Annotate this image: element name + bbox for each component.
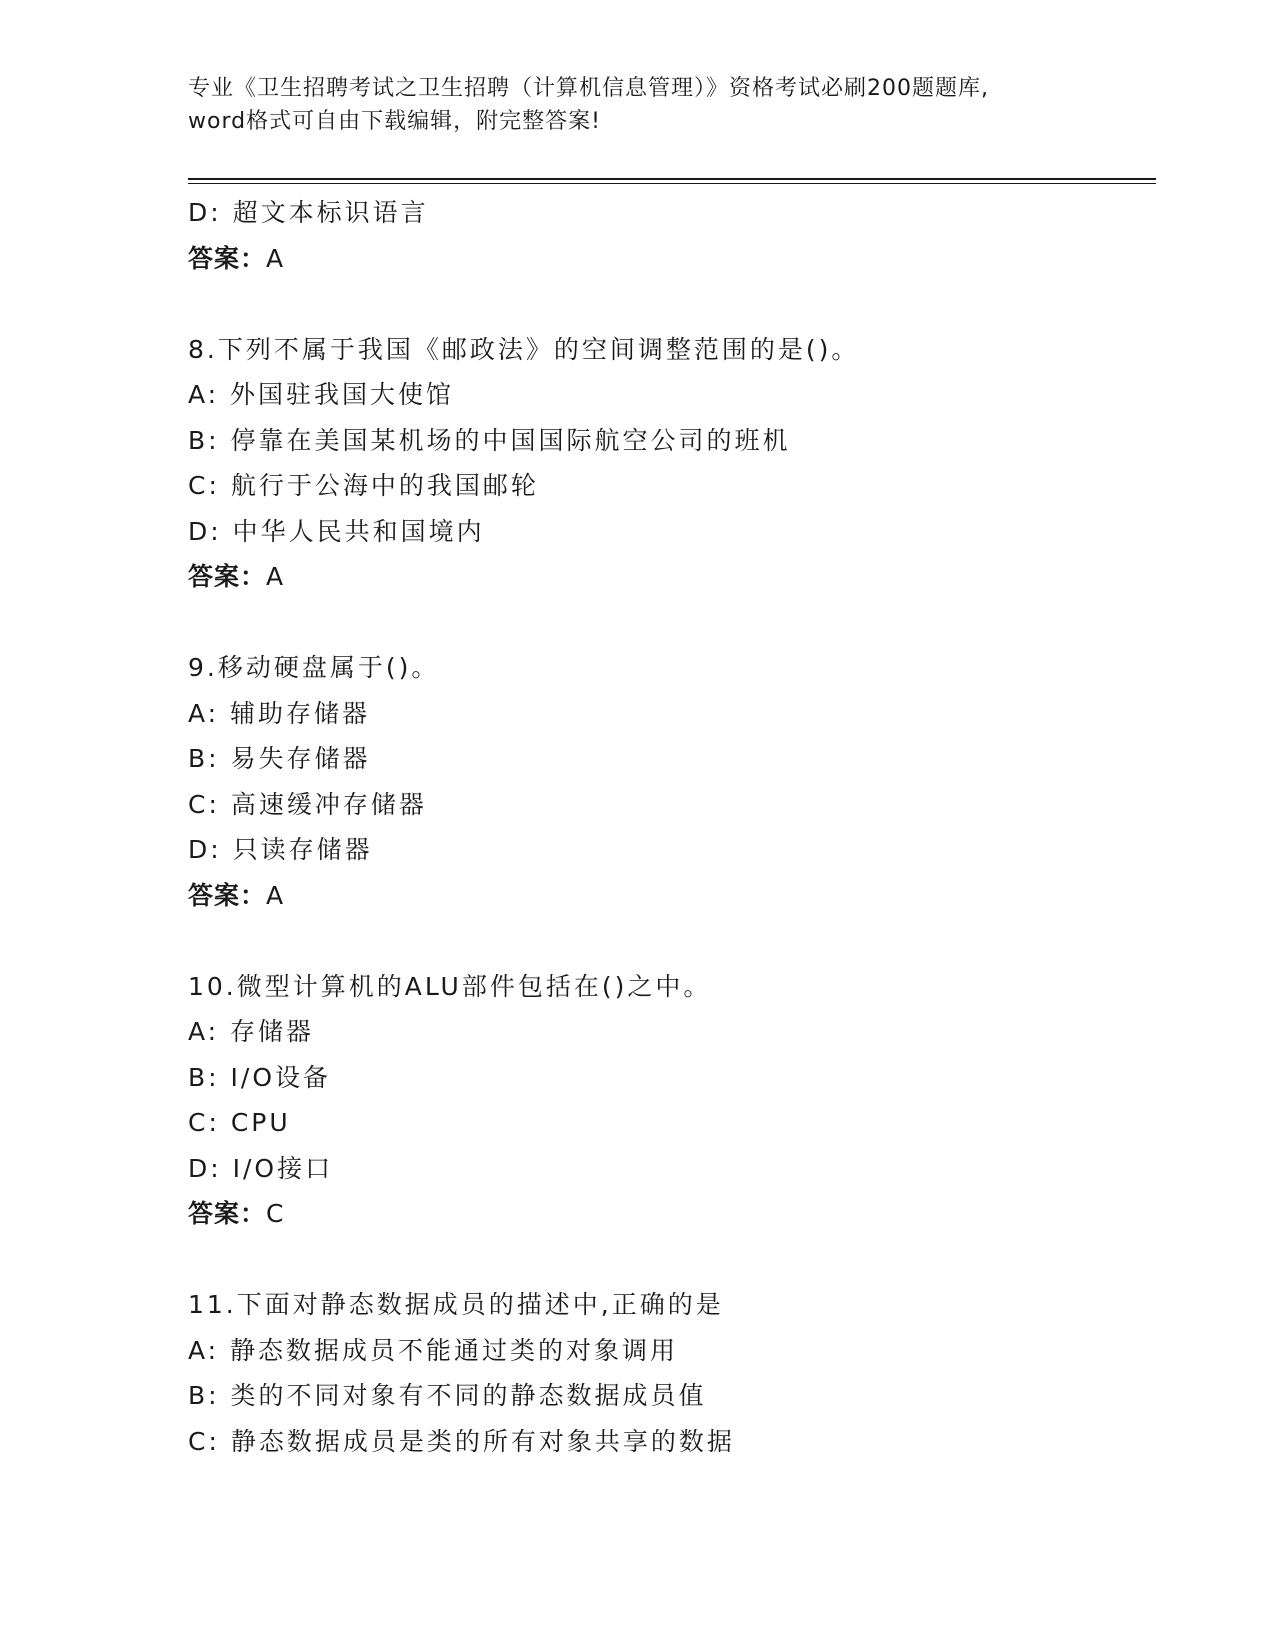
option-line: A: 静态数据成员不能通过类的对象调用 xyxy=(188,1335,679,1365)
question-stem: 10.微型计算机的ALU部件包括在()之中。 xyxy=(188,971,712,1001)
question-block-8 xyxy=(188,327,1156,600)
option-line: B: 类的不同对象有不同的静态数据成员值 xyxy=(188,1381,707,1410)
option-line: C: 航行于公海中的我国邮轮 xyxy=(188,471,539,500)
answer-line xyxy=(188,873,1156,919)
option-line: D: 只读存储器 xyxy=(188,835,373,864)
option-line: D: 中华人民共和国境内 xyxy=(188,516,485,546)
block-spacer xyxy=(188,918,1156,964)
question-block-10 xyxy=(188,964,1156,1237)
answer-value: A xyxy=(266,243,285,273)
answer-line xyxy=(188,554,1156,600)
answer-label: 答案： xyxy=(188,1199,267,1228)
option-line: C: CPU xyxy=(188,1108,291,1137)
question-content xyxy=(188,190,1156,1464)
option-line: A: 存储器 xyxy=(188,1017,315,1046)
option-line: A: 辅助存储器 xyxy=(188,698,371,728)
option-line: C: 高速缓冲存储器 xyxy=(188,789,427,819)
block-spacer xyxy=(188,600,1156,646)
answer-value: C xyxy=(266,1199,285,1228)
question-block-9 xyxy=(188,645,1156,918)
question-stem: 9.移动硬盘属于()。 xyxy=(188,653,440,682)
answer-line xyxy=(188,236,1156,282)
block-spacer xyxy=(188,1237,1156,1283)
option-line: D: 超文本标识语言 xyxy=(188,198,429,227)
question-stem: 11.下面对静态数据成员的描述中,正确的是 xyxy=(188,1290,724,1319)
option-line: B: I/O设备 xyxy=(188,1062,331,1092)
header-subtitle-line: word格式可自由下载编辑，附完整答案! xyxy=(188,109,601,134)
document-header xyxy=(188,72,1088,138)
answer-value: A xyxy=(266,880,285,910)
answer-value: A xyxy=(266,562,285,591)
block-spacer xyxy=(188,281,1156,327)
header-divider-thick xyxy=(188,178,1156,180)
option-line: C: 静态数据成员是类的所有对象共享的数据 xyxy=(188,1426,735,1456)
question-stem: 8.下列不属于我国《邮政法》的空间调整范围的是()。 xyxy=(188,334,860,364)
option-line: D: I/O接口 xyxy=(188,1153,334,1183)
option-line: B: 停靠在美国某机场的中国国际航空公司的班机 xyxy=(188,425,791,455)
answer-line xyxy=(188,1191,1156,1237)
question-block-7-tail xyxy=(188,190,1156,281)
header-divider-thin xyxy=(188,183,1156,184)
option-line: B: 易失存储器 xyxy=(188,744,371,773)
question-block-11 xyxy=(188,1282,1156,1464)
option-line: A: 外国驻我国大使馆 xyxy=(188,380,455,409)
header-title-line: 专业《卫生招聘考试之卫生招聘（计算机信息管理）》资格考试必刷200题题库, xyxy=(188,76,989,101)
answer-label: 答案： xyxy=(188,880,267,910)
answer-label: 答案： xyxy=(188,243,267,273)
answer-label: 答案： xyxy=(188,562,267,591)
